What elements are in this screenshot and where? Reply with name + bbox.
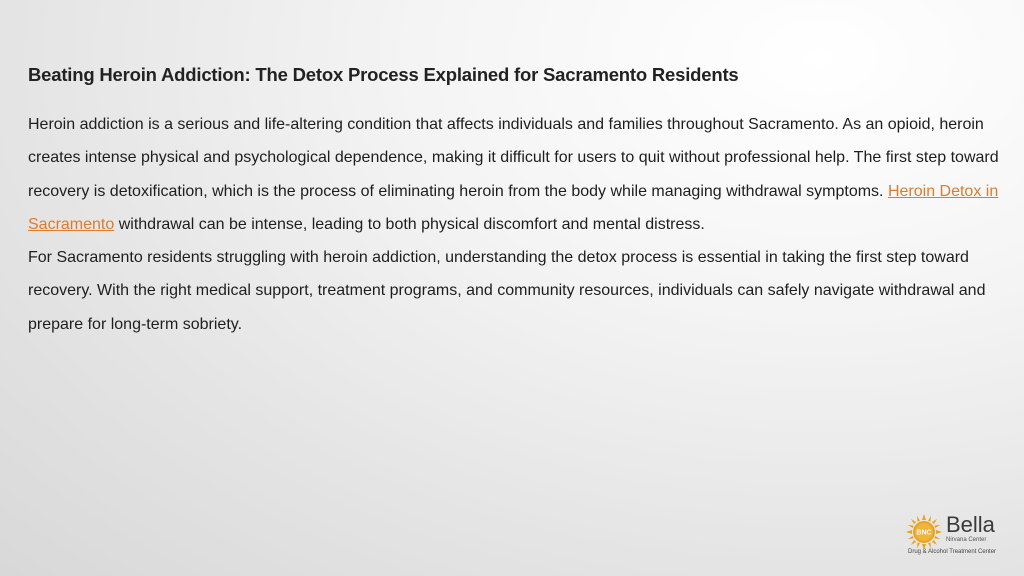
logo-name: Bella [946,512,995,537]
logo-subtitle: Nirvana Center [946,537,987,543]
paragraph-2: For Sacramento residents struggling with heroin addiction, understanding the detox process is essential in taking the first step toward recovery. With the right medical support, treatment programs, and community resources, individuals can safely navigate withdrawal and prepare for long-term sobriety. [28,249,986,333]
bella-nirvana-logo [906,512,1006,562]
paragraph-1 [28,108,1003,241]
paragraph-1-outro: withdrawal can be intense, leading to both physical discomfort and mental distress. [114,215,705,233]
logo-tagline: Drug & Alcohol Treatment Center [908,549,997,555]
sun-icon [906,514,942,550]
logo-badge: BNC [916,529,932,537]
slide-body [28,108,1003,341]
slide-title: Beating Heroin Addiction: The Detox Process Explained for Sacramento Residents [28,64,739,85]
paragraph-1-intro: Heroin addiction is a serious and life-altering condition that affects individuals and families throughout Sacramento. As an opioid, heroin creates intense physical and psychological dependence, making it difficult for users to quit without professional help. The first step toward recovery is detoxification, which is the process of eliminating heroin from the body while managing withdrawal symptoms. [28,116,999,200]
heroin-detox-link[interactable]: Heroin Detox in Sacramento [28,182,999,233]
